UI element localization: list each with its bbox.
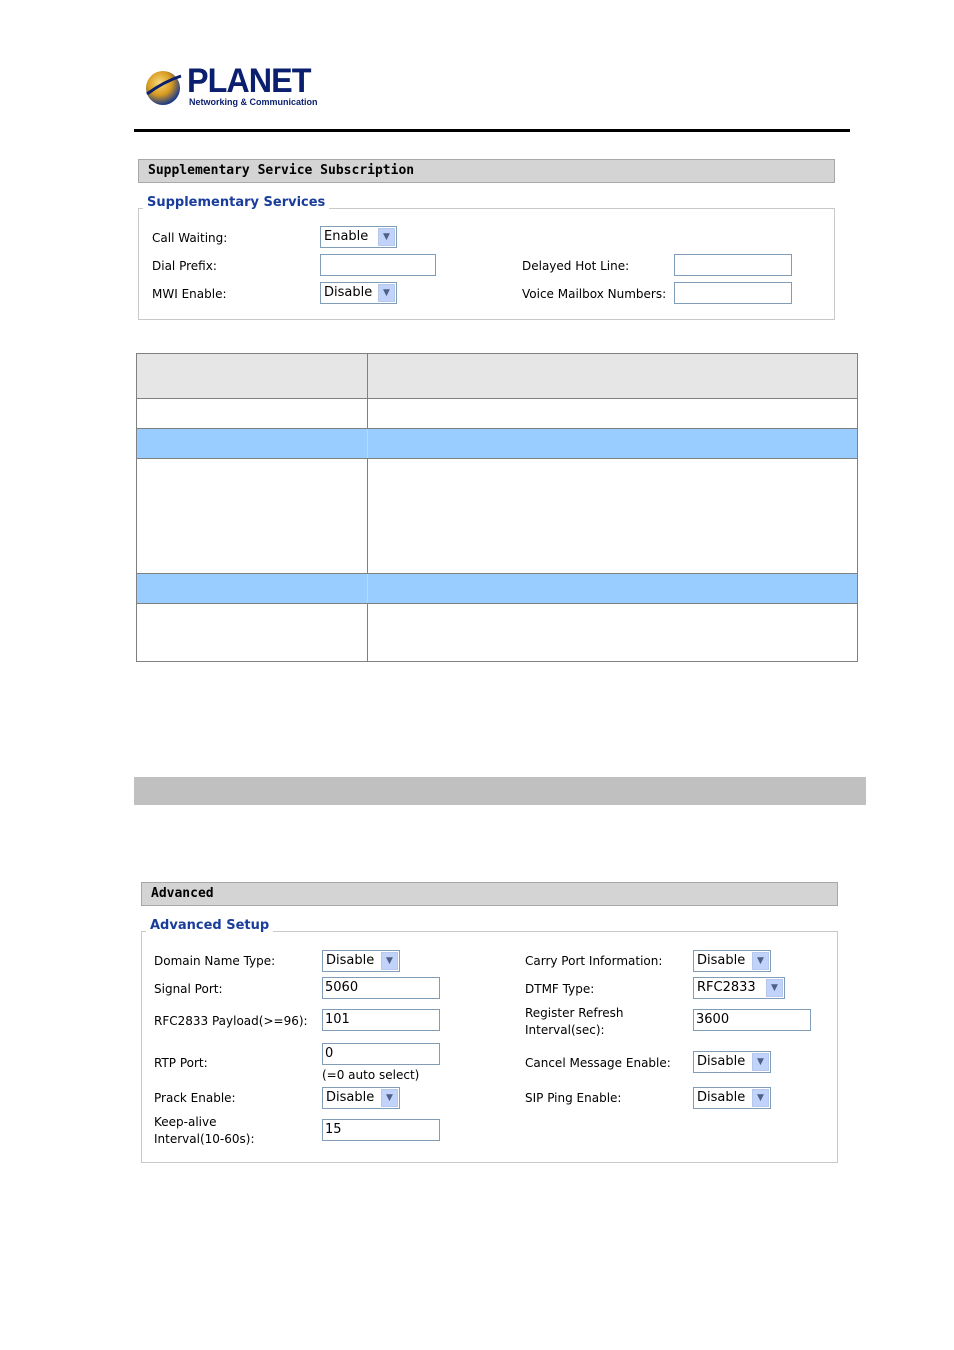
rtp-port-hint: (=0 auto select) bbox=[322, 1068, 420, 1082]
voice-mailbox-input[interactable] bbox=[674, 282, 792, 304]
section-heading-bar bbox=[134, 777, 866, 805]
column-divider bbox=[367, 354, 368, 398]
call-waiting-select[interactable] bbox=[320, 226, 397, 248]
dtmf-type-label: DTMF Type: bbox=[525, 982, 595, 996]
delayed-hot-line-input[interactable] bbox=[674, 254, 792, 276]
mwi-enable-value: Disable bbox=[324, 285, 373, 300]
table-row bbox=[137, 399, 857, 429]
chevron-down-icon[interactable]: ▼ bbox=[752, 1089, 769, 1107]
register-refresh-input[interactable]: 3600 bbox=[693, 1009, 811, 1031]
mwi-enable-label: MWI Enable: bbox=[152, 287, 227, 301]
dtmf-type-value: RFC2833 bbox=[697, 980, 756, 995]
voice-mailbox-label: Voice Mailbox Numbers: bbox=[522, 287, 667, 301]
register-refresh-label-line2: Interval(sec): bbox=[525, 1023, 605, 1037]
column-divider bbox=[367, 459, 368, 573]
column-divider bbox=[367, 574, 368, 603]
advanced-setup-legend: Advanced Setup bbox=[146, 918, 273, 934]
keep-alive-input[interactable]: 15 bbox=[322, 1119, 440, 1141]
call-waiting-label: Call Waiting: bbox=[152, 231, 228, 245]
domain-name-type-value: Disable bbox=[326, 953, 375, 968]
table-section-row bbox=[137, 574, 857, 604]
cancel-message-select[interactable] bbox=[693, 1051, 771, 1073]
logo-wordmark: PLANET bbox=[187, 62, 311, 100]
chevron-down-icon[interactable]: ▼ bbox=[752, 952, 769, 970]
chevron-down-icon[interactable]: ▼ bbox=[378, 284, 395, 302]
column-divider bbox=[367, 604, 368, 661]
planet-globe-logo-icon bbox=[143, 68, 183, 108]
chevron-down-icon[interactable]: ▼ bbox=[381, 952, 398, 970]
supplementary-panel-title: Supplementary Service Subscription bbox=[138, 159, 835, 183]
header-divider bbox=[134, 129, 850, 132]
chevron-down-icon[interactable]: ▼ bbox=[378, 228, 395, 246]
dtmf-type-select[interactable] bbox=[693, 977, 785, 999]
signal-port-input[interactable]: 5060 bbox=[322, 977, 440, 999]
carry-port-info-value: Disable bbox=[697, 953, 746, 968]
column-divider bbox=[367, 429, 368, 458]
sip-ping-value: Disable bbox=[697, 1090, 746, 1105]
rtp-port-label: RTP Port: bbox=[154, 1056, 208, 1070]
call-waiting-value: Enable bbox=[324, 229, 369, 244]
table-row bbox=[137, 604, 857, 661]
domain-name-type-select[interactable] bbox=[322, 950, 400, 972]
prack-enable-label: Prack Enable: bbox=[154, 1091, 236, 1105]
rfc2833-payload-label: RFC2833 Payload(>=96): bbox=[154, 1014, 308, 1028]
cancel-message-label: Cancel Message Enable: bbox=[525, 1056, 671, 1070]
keep-alive-label-line1: Keep-alive bbox=[154, 1115, 217, 1129]
logo-tagline: Networking & Communication bbox=[189, 97, 318, 107]
carry-port-info-select[interactable] bbox=[693, 950, 771, 972]
table-header-row bbox=[137, 354, 857, 399]
mwi-enable-select[interactable] bbox=[320, 282, 397, 304]
rfc2833-payload-input[interactable]: 101 bbox=[322, 1009, 440, 1031]
rtp-port-input[interactable]: 0 bbox=[322, 1043, 440, 1065]
sip-ping-label: SIP Ping Enable: bbox=[525, 1091, 622, 1105]
dial-prefix-label: Dial Prefix: bbox=[152, 259, 217, 273]
sip-ping-select[interactable] bbox=[693, 1087, 771, 1109]
keep-alive-label-line2: Interval(10-60s): bbox=[154, 1132, 255, 1146]
chevron-down-icon[interactable]: ▼ bbox=[381, 1089, 398, 1107]
domain-name-type-label: Domain Name Type: bbox=[154, 954, 276, 968]
delayed-hot-line-label: Delayed Hot Line: bbox=[522, 259, 630, 273]
chevron-down-icon[interactable]: ▼ bbox=[752, 1053, 769, 1071]
prack-enable-select[interactable] bbox=[322, 1087, 400, 1109]
register-refresh-label-line1: Register Refresh bbox=[525, 1006, 624, 1020]
carry-port-info-label: Carry Port Information: bbox=[525, 954, 663, 968]
signal-port-label: Signal Port: bbox=[154, 982, 223, 996]
table-row bbox=[137, 459, 857, 574]
chevron-down-icon[interactable]: ▼ bbox=[766, 979, 783, 997]
advanced-panel-title: Advanced bbox=[141, 882, 838, 906]
cancel-message-value: Disable bbox=[697, 1054, 746, 1069]
supplementary-services-legend: Supplementary Services bbox=[143, 195, 329, 211]
column-divider bbox=[367, 399, 368, 428]
parameter-description-table bbox=[136, 353, 858, 662]
table-section-row bbox=[137, 429, 857, 459]
dial-prefix-input[interactable] bbox=[320, 254, 436, 276]
prack-enable-value: Disable bbox=[326, 1090, 375, 1105]
